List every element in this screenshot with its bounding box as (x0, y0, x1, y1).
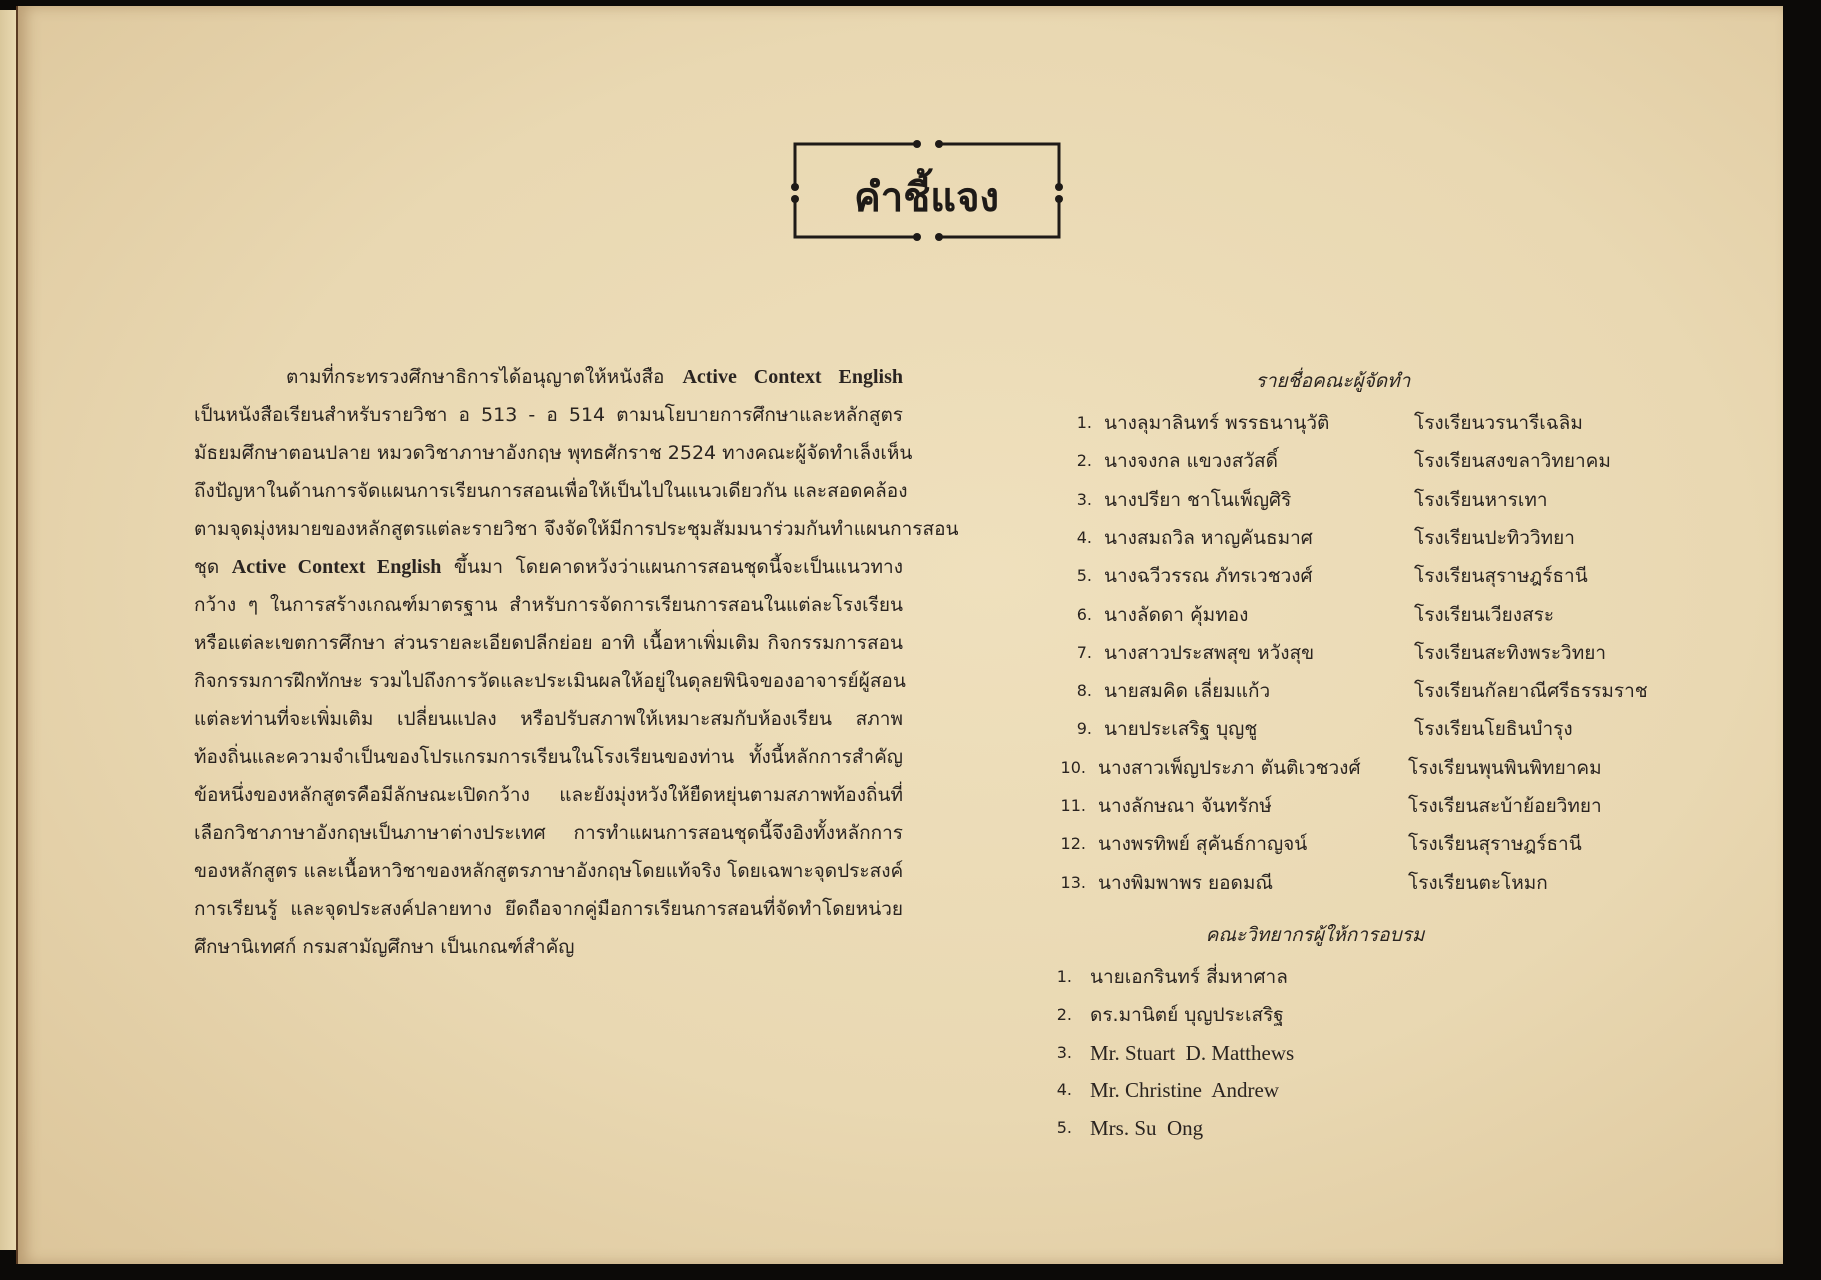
line-text: เป็นหนังสือเรียนสำหรับรายวิชา อ 513 - อ 514 ตามนโยบายการศึกษาและหลักสูตร (194, 404, 903, 426)
author-name: นางลักษณา จันทรักษ์ (1098, 795, 1272, 817)
author-name: นางพิมพาพร ยอดมณี (1098, 871, 1273, 894)
item-number: 2. (1056, 1004, 1072, 1024)
line-text: ตามที่กระทรวงศึกษาธิการได้อนุญาตให้หนังสือ (286, 366, 683, 388)
paragraph-line (194, 548, 903, 586)
author-name: นางสาวเพ็ญประภา ตันติเวชวงศ์ (1098, 756, 1361, 779)
item-number: 1. (1056, 967, 1072, 986)
item-number: 11. (1060, 796, 1086, 815)
item-number: 3. (1076, 489, 1092, 509)
school-name: โรงเรียนสะบ้าย้อยวิทยา (1408, 795, 1602, 817)
book-title-text: Active Context English (231, 556, 442, 578)
author-name: นายสมคิด เลี่ยมแก้ว (1104, 680, 1271, 703)
school-name: โรงเรียนโยธินบำรุง (1414, 718, 1573, 741)
paragraph-line (194, 738, 903, 776)
trainer-name: ดร.มานิตย์ บุญประเสริฐ (1090, 1003, 1284, 1026)
item-number: 1. (1076, 413, 1092, 432)
item-number: 13. (1060, 872, 1086, 892)
item-number: 5. (1056, 1118, 1072, 1138)
author-name: นางฉวีวรรณ ภัทรเวชวงศ์ (1104, 565, 1313, 588)
trainer-name: Mr. Stuart D. Matthews (1090, 1040, 1295, 1065)
line-text: เลือกวิชาภาษาอังกฤษเป็นภาษาต่างประเทศ การทำแผนการสอนชุดนี้จึงอิงทั้งหลักการ (194, 822, 903, 844)
item-number: 5. (1076, 566, 1092, 586)
trainer-name: Mrs. Su Ong (1090, 1116, 1204, 1141)
author-name: นางลัดดา คุ้มทอง (1104, 603, 1249, 626)
paragraph-line (194, 928, 903, 966)
school-name: โรงเรียนสุราษฎร์ธานี (1408, 833, 1582, 856)
school-name: โรงเรียนตะโหมก (1408, 871, 1548, 894)
item-number: 4. (1056, 1080, 1072, 1100)
intro-paragraph (194, 358, 959, 966)
school-name: โรงเรียนสุราษฎร์ธานี (1414, 565, 1588, 588)
authors-heading: รายชื่อคณะผู้จัดทำ (1255, 370, 1411, 392)
school-name: โรงเรียนสะทิงพระวิทยา (1414, 641, 1607, 664)
line-text: ศึกษานิเทศก์ กรมสามัญศึกษา เป็นเกณฑ์สำคัญ (194, 936, 575, 958)
paragraph-line (194, 472, 908, 510)
book-title-text: Active Context English (682, 366, 903, 388)
item-number: 8. (1076, 681, 1092, 701)
school-name: โรงเรียนปะทิววิทยา (1414, 526, 1575, 549)
school-name: โรงเรียนพุนพินพิทยาคม (1408, 756, 1602, 779)
school-name: โรงเรียนหารเทา (1414, 488, 1548, 511)
paragraph-line (194, 852, 903, 890)
line-text: มัธยมศึกษาตอนปลาย หมวดวิชาภาษาอังกฤษ พุทธศักราช 2524 ทางคณะผู้จัดทำเล็งเห็น (194, 442, 913, 464)
paragraph-line (194, 624, 903, 662)
item-number: 2. (1076, 451, 1092, 471)
item-number: 6. (1076, 604, 1092, 624)
paragraph-line (194, 510, 959, 548)
school-name: โรงเรียนเวียงสระ (1414, 603, 1555, 626)
trainers-heading: คณะวิทยากรผู้ให้การอบรม (1205, 924, 1425, 946)
line-text: แต่ละท่านที่จะเพิ่มเติม เปลี่ยนแปลง หรือปรับสภาพให้เหมาะสมกับห้องเรียน สภาพ (194, 708, 903, 730)
line-text: ท้องถิ่นและความจำเป็นของโปรแกรมการเรียนในโรงเรียนของท่าน ทั้งนี้หลักการสำคัญ (194, 746, 903, 768)
paragraph-line (194, 586, 903, 624)
author-name: นางสมถวิล หาญคันธมาศ (1104, 526, 1313, 549)
paragraph-line (194, 396, 903, 434)
line-text: ชุด (194, 556, 232, 578)
author-name: นายประเสริฐ บุญชู (1104, 718, 1258, 741)
paragraph-line (194, 776, 903, 814)
item-number: 12. (1060, 834, 1086, 854)
line-text: ตามจุดมุ่งหมายของหลักสูตรแต่ละรายวิชา จึงจัดให้มีการประชุมสัมมนาร่วมกันทำแผนการสอน (194, 518, 959, 540)
paragraph-line (194, 662, 906, 700)
school-name: โรงเรียนสงขลาวิทยาคม (1414, 450, 1611, 473)
paragraph-line (194, 434, 913, 472)
author-name: นางปรียา ชาโนเพ็ญศิริ (1104, 488, 1292, 511)
trainer-name: นายเอกรินทร์ สี่มหาศาล (1090, 966, 1288, 988)
author-name: นางสาวประสพสุข หวังสุข (1104, 641, 1315, 664)
line-text: หรือแต่ละเขตการศึกษา ส่วนรายละเอียดปลีกย่อย อาทิ เนื้อหาเพิ่มเติม กิจกรรมการสอน (194, 632, 903, 654)
title-frame (787, 137, 1066, 244)
paragraph-line (194, 700, 903, 738)
paragraph-line (194, 814, 903, 852)
school-name: โรงเรียนกัลยาณีศรีธรรมราช (1414, 680, 1648, 703)
author-name: นางจงกล แขวงสวัสดิ์ (1104, 450, 1278, 473)
school-name: โรงเรียนวรนารีเฉลิม (1414, 412, 1583, 434)
paragraph-line (194, 358, 903, 396)
trainer-name: Mr. Christine Andrew (1090, 1078, 1279, 1103)
line-text: ของหลักสูตร และเนื้อหาวิชาของหลักสูตรภาษาอังกฤษโดยแท้จริง โดยเฉพาะจุดประสงค์ (194, 860, 904, 882)
paragraph-line (194, 890, 903, 928)
line-text: กว้าง ๆ ในการสร้างเกณฑ์มาตรฐาน สำหรับการจัดการเรียนการสอนในแต่ละโรงเรียน (194, 594, 903, 616)
item-number: 3. (1056, 1042, 1072, 1062)
line-text: การเรียนรู้ และจุดประสงค์ปลายทาง ยึดถือจากคู่มือการเรียนการสอนที่จัดทำโดยหน่วย (194, 898, 903, 920)
author-name: นางพรทิพย์ สุคันธ์กาญจน์ (1098, 833, 1308, 856)
item-number: 4. (1076, 527, 1092, 547)
author-name: นางลุมาลินทร์ พรรธนานุวัติ (1104, 412, 1330, 434)
item-number: 10. (1060, 757, 1086, 777)
line-text: ขึ้นมา โดยคาดหวังว่าแผนการสอนชุดนี้จะเป็นแนวทาง (441, 556, 903, 578)
item-number: 9. (1076, 719, 1092, 739)
line-text: กิจกรรมการฝึกทักษะ รวมไปถึงการวัดและประเมินผลให้อยู่ในดุลยพินิจของอาจารย์ผู้สอน (194, 670, 906, 692)
page-title: คำชี้แจง (853, 174, 1000, 221)
item-number: 7. (1076, 642, 1092, 662)
line-text: ข้อหนึ่งของหลักสูตรคือมีลักษณะเปิดกว้าง และยังมุ่งหวังให้ยืดหยุ่นตามสภาพท้องถิ่นที่ (194, 784, 903, 806)
line-text: ถึงปัญหาในด้านการจัดแผนการเรียนการสอนเพื่อให้เป็นไปในแนวเดียวกัน และสอดคล้อง (194, 480, 908, 502)
